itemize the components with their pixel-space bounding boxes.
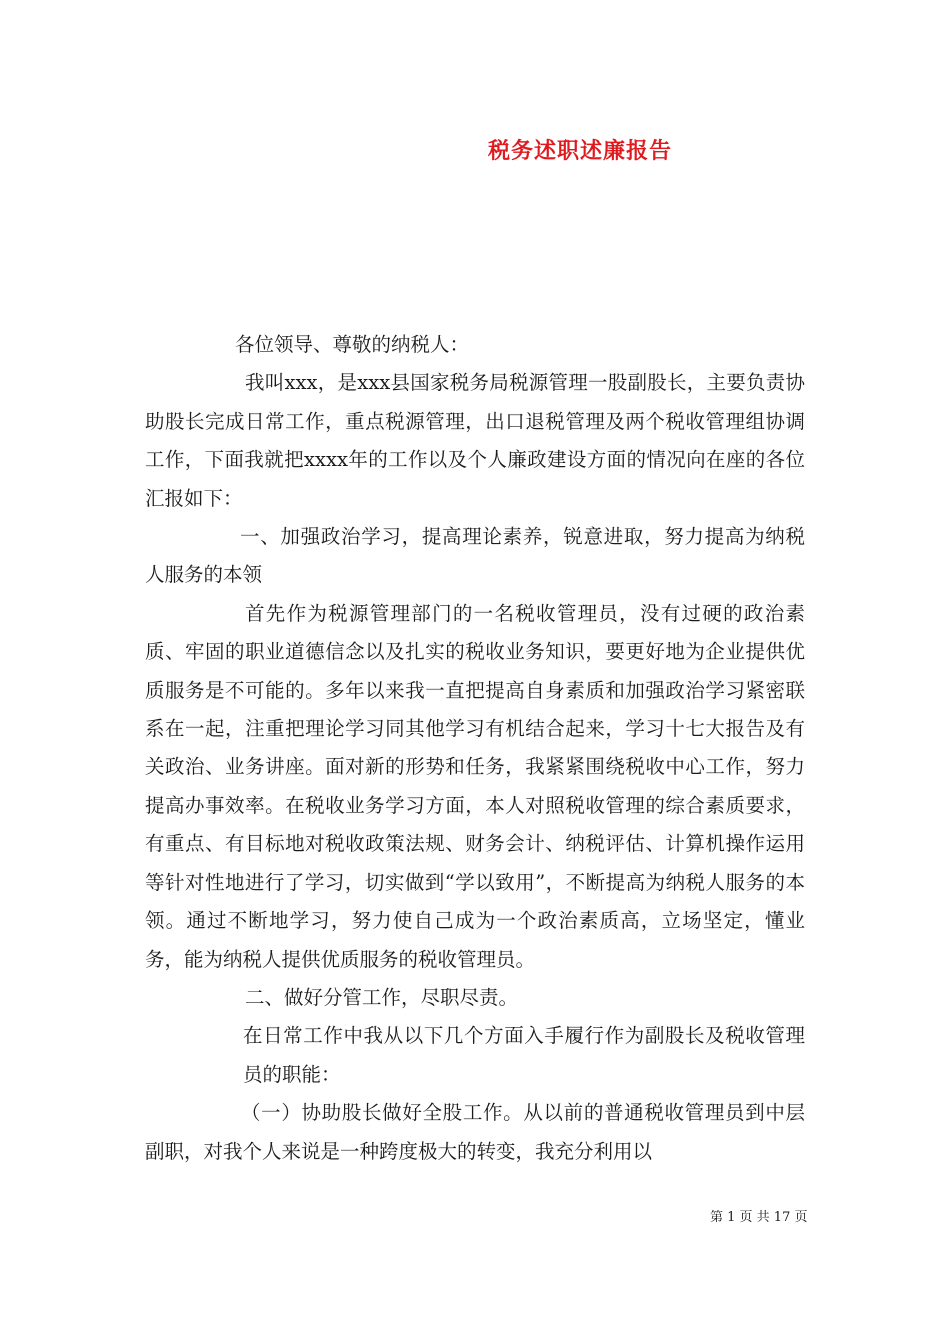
- section-heading-2: 二、做好分管工作，尽职尽责。: [245, 985, 519, 1009]
- document-title: 税务述职述廉报告: [488, 138, 673, 164]
- paragraph-subsection-1: （一）协助股长做好全股工作。从以前的普通税收管理员到中层副职，对我个人来说是一种跨度极大的转变，我充分利用以: [145, 1101, 805, 1163]
- paragraph-duties-intro: 在日常工作中我从以下几个方面入手履行作为副股长及税收管理员的职能：: [243, 1024, 805, 1086]
- section-heading-1: 一、加强政治学习，提高理论素养，锐意进取，努力提高为纳税人服务的本领: [145, 525, 805, 587]
- salutation: 各位领导、尊敬的纳税人：: [235, 333, 470, 356]
- paragraph-intro: 我叫xxx，是xxx县国家税务局税源管理一股副股长，主要负责协助股长完成日常工作，重点税源管理，出口退税管理及两个税收管理组协调工作，下面我就把xxxx年的工作以及个人廉政建设方面的情况向在座的各位汇报如下：: [145, 371, 805, 510]
- paragraph-study: 首先作为税源管理部门的一名税收管理员，没有过硬的政治素质、牢固的职业道德信念以及扎实的税收业务知识，要更好地为企业提供优质服务是不可能的。多年以来我一直把提高自身素质和加强政治学习紧密联系在一起，注重把理论学习同其他学习有机结合起来，学习十七大报告及有关政治、业务讲座。面对新的形势和任务，我紧紧围绕税收中心工作，努力提高办事效率。在税收业务学习方面，本人对照税收管理的综合素质要求，有重点、有目标地对税收政策法规、财务会计、纳税评估、计算机操作运用等针对性地进行了学习，切实做到“学以致用”，不断提高为纳税人服务的本领。通过不断地学习，努力使自己成为一个政治素质高，立场坚定，懂业务，能为纳税人提供优质服务的税收管理员。: [145, 601, 805, 971]
- page-number: 第 1 页 共 17 页: [710, 1210, 808, 1225]
- document-body: [145, 326, 805, 1171]
